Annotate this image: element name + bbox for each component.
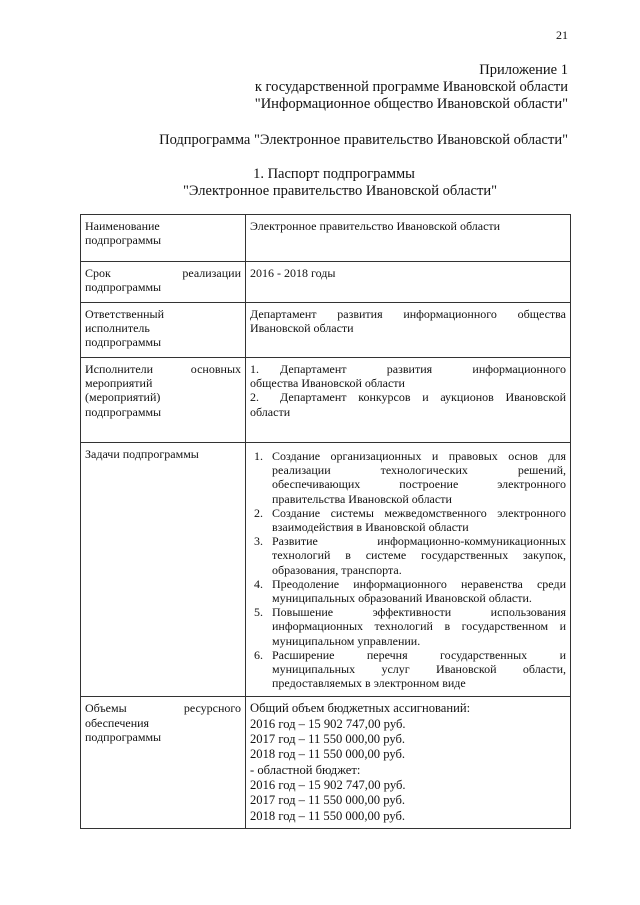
budget-line: 2018 год – 11 550 000,00 руб. (250, 747, 406, 762)
page-number: 21 (556, 28, 568, 42)
list-item-number: 6. (254, 647, 263, 662)
row-value (246, 443, 571, 697)
label-line: подпрограммы (85, 280, 162, 295)
label-line: Ответственный (85, 307, 165, 321)
budget-line: Общий объем бюджетных ассигнований: (250, 701, 471, 716)
list-item-number: 2. (254, 505, 263, 520)
label-line: Наименование (85, 219, 160, 233)
budget-line: 2016 год – 15 902 747,00 руб. (250, 777, 406, 792)
label-line: исполнитель (85, 321, 150, 336)
row-label (81, 443, 246, 697)
list-item-line: общества Ивановской области (250, 376, 405, 391)
label-line: (мероприятий) (85, 390, 161, 405)
list-item-line: Расширение перечня государственных и (272, 647, 566, 662)
table-row (81, 262, 571, 303)
list-item-line: Развитие информационно-коммуникационных (272, 534, 566, 549)
list-item-line: образования, транспорта. (272, 562, 402, 577)
list-item (250, 534, 566, 577)
row-label (81, 215, 246, 262)
row-label (81, 262, 246, 303)
tasks-list (250, 449, 566, 690)
list-item-line (250, 362, 566, 376)
label-line: Исполнители основных (85, 362, 241, 376)
value-text: Электронное правительство Ивановской области (250, 219, 501, 233)
label-line: Задачи подпрограммы (85, 447, 199, 461)
value-line: Департамент развития информационного общества (250, 307, 566, 321)
label-line: подпрограммы (85, 729, 162, 744)
list-item (250, 506, 566, 534)
list-item (250, 449, 566, 506)
row-label (81, 303, 246, 358)
label-line: Срок реализации (85, 266, 241, 280)
list-item (250, 648, 566, 691)
list-item-number: 5. (254, 605, 263, 620)
appendix-line: Приложение 1 (479, 62, 568, 78)
row-value (246, 215, 571, 262)
appendix-header (255, 62, 568, 113)
list-item-line: области (250, 404, 291, 419)
appendix-line: "Информационное общество Ивановской области" (254, 96, 568, 112)
list-item-line: информационных технологий в государственном и (272, 619, 566, 634)
list-item-line: взаимодействия в Ивановской области (272, 520, 469, 535)
budget-line: 2018 год – 11 550 000,00 руб. (250, 808, 406, 823)
passport-table (80, 214, 571, 829)
row-value (246, 697, 571, 828)
label-line: подпрограммы (85, 404, 162, 419)
list-item-line: муниципальных услуг Ивановской области, (272, 662, 566, 677)
list-item-line: обеспечивающих построение электронного (272, 477, 566, 492)
list-item-line: муниципальных образований Ивановской области. (272, 591, 532, 606)
list-item (250, 605, 566, 648)
value-text: 2016 - 2018 годы (250, 266, 336, 280)
passport-heading (0, 166, 640, 200)
list-item-line: правительства Ивановской области (272, 491, 452, 506)
budget-line: 2017 год – 11 550 000,00 руб. (250, 793, 406, 808)
label-line: Объемы ресурсного (85, 701, 241, 716)
list-item-text: Департамент конкурсов и аукционов Ивановской (280, 390, 566, 405)
budget-line: - областной бюджет: (250, 762, 361, 777)
appendix-line: к государственной программе Ивановской области (254, 79, 568, 95)
label-line: обеспечения (85, 715, 150, 730)
table-row (81, 358, 571, 443)
list-item-number: 2. (250, 390, 259, 405)
table-row (81, 443, 571, 697)
list-item-line (250, 390, 566, 404)
list-item-line: Повышение эффективности использования (272, 605, 566, 620)
list-item-text: Департамент развития информационного (280, 362, 566, 376)
list-item-line: Создание системы межведомственного электронного (272, 505, 566, 520)
list-item-line: Создание организационных и правовых основ для (272, 449, 566, 463)
budget-line: 2017 год – 11 550 000,00 руб. (250, 732, 406, 747)
passport-heading-line: "Электронное правительство Ивановской области" (182, 183, 497, 199)
table-row (81, 697, 571, 828)
list-item-number: 3. (254, 534, 263, 549)
label-line: мероприятий (85, 376, 153, 391)
list-item (250, 577, 566, 605)
table-row (81, 303, 571, 358)
row-value (246, 303, 571, 358)
label-line: подпрограммы (85, 233, 162, 248)
row-label (81, 358, 246, 443)
list-item-number: 1. (250, 362, 259, 376)
budget-line: 2016 год – 15 902 747,00 руб. (250, 716, 406, 731)
row-label (81, 697, 246, 828)
list-item-line: Преодоление информационного неравенства среди (272, 576, 566, 591)
row-value (246, 262, 571, 303)
list-item (250, 362, 566, 390)
label-line: подпрограммы (85, 335, 162, 350)
list-item-number: 4. (254, 576, 263, 591)
list-item-line: предоставляемых в электронном виде (272, 676, 466, 691)
value-line: Ивановской области (250, 321, 354, 336)
list-item-line: технологий в системе государственных закупок, (272, 548, 566, 563)
subprogram-title: Подпрограмма "Электронное правительство Ивановской области" (159, 132, 568, 148)
row-value (246, 358, 571, 443)
list-item-line: реализации технологических решений, (272, 463, 566, 478)
list-item (250, 390, 566, 418)
passport-heading-line: 1. Паспорт подпрограммы (253, 166, 415, 182)
table-row (81, 215, 571, 262)
list-item-line: муниципальном управлении. (272, 633, 421, 648)
list-item-number: 1. (254, 449, 263, 463)
